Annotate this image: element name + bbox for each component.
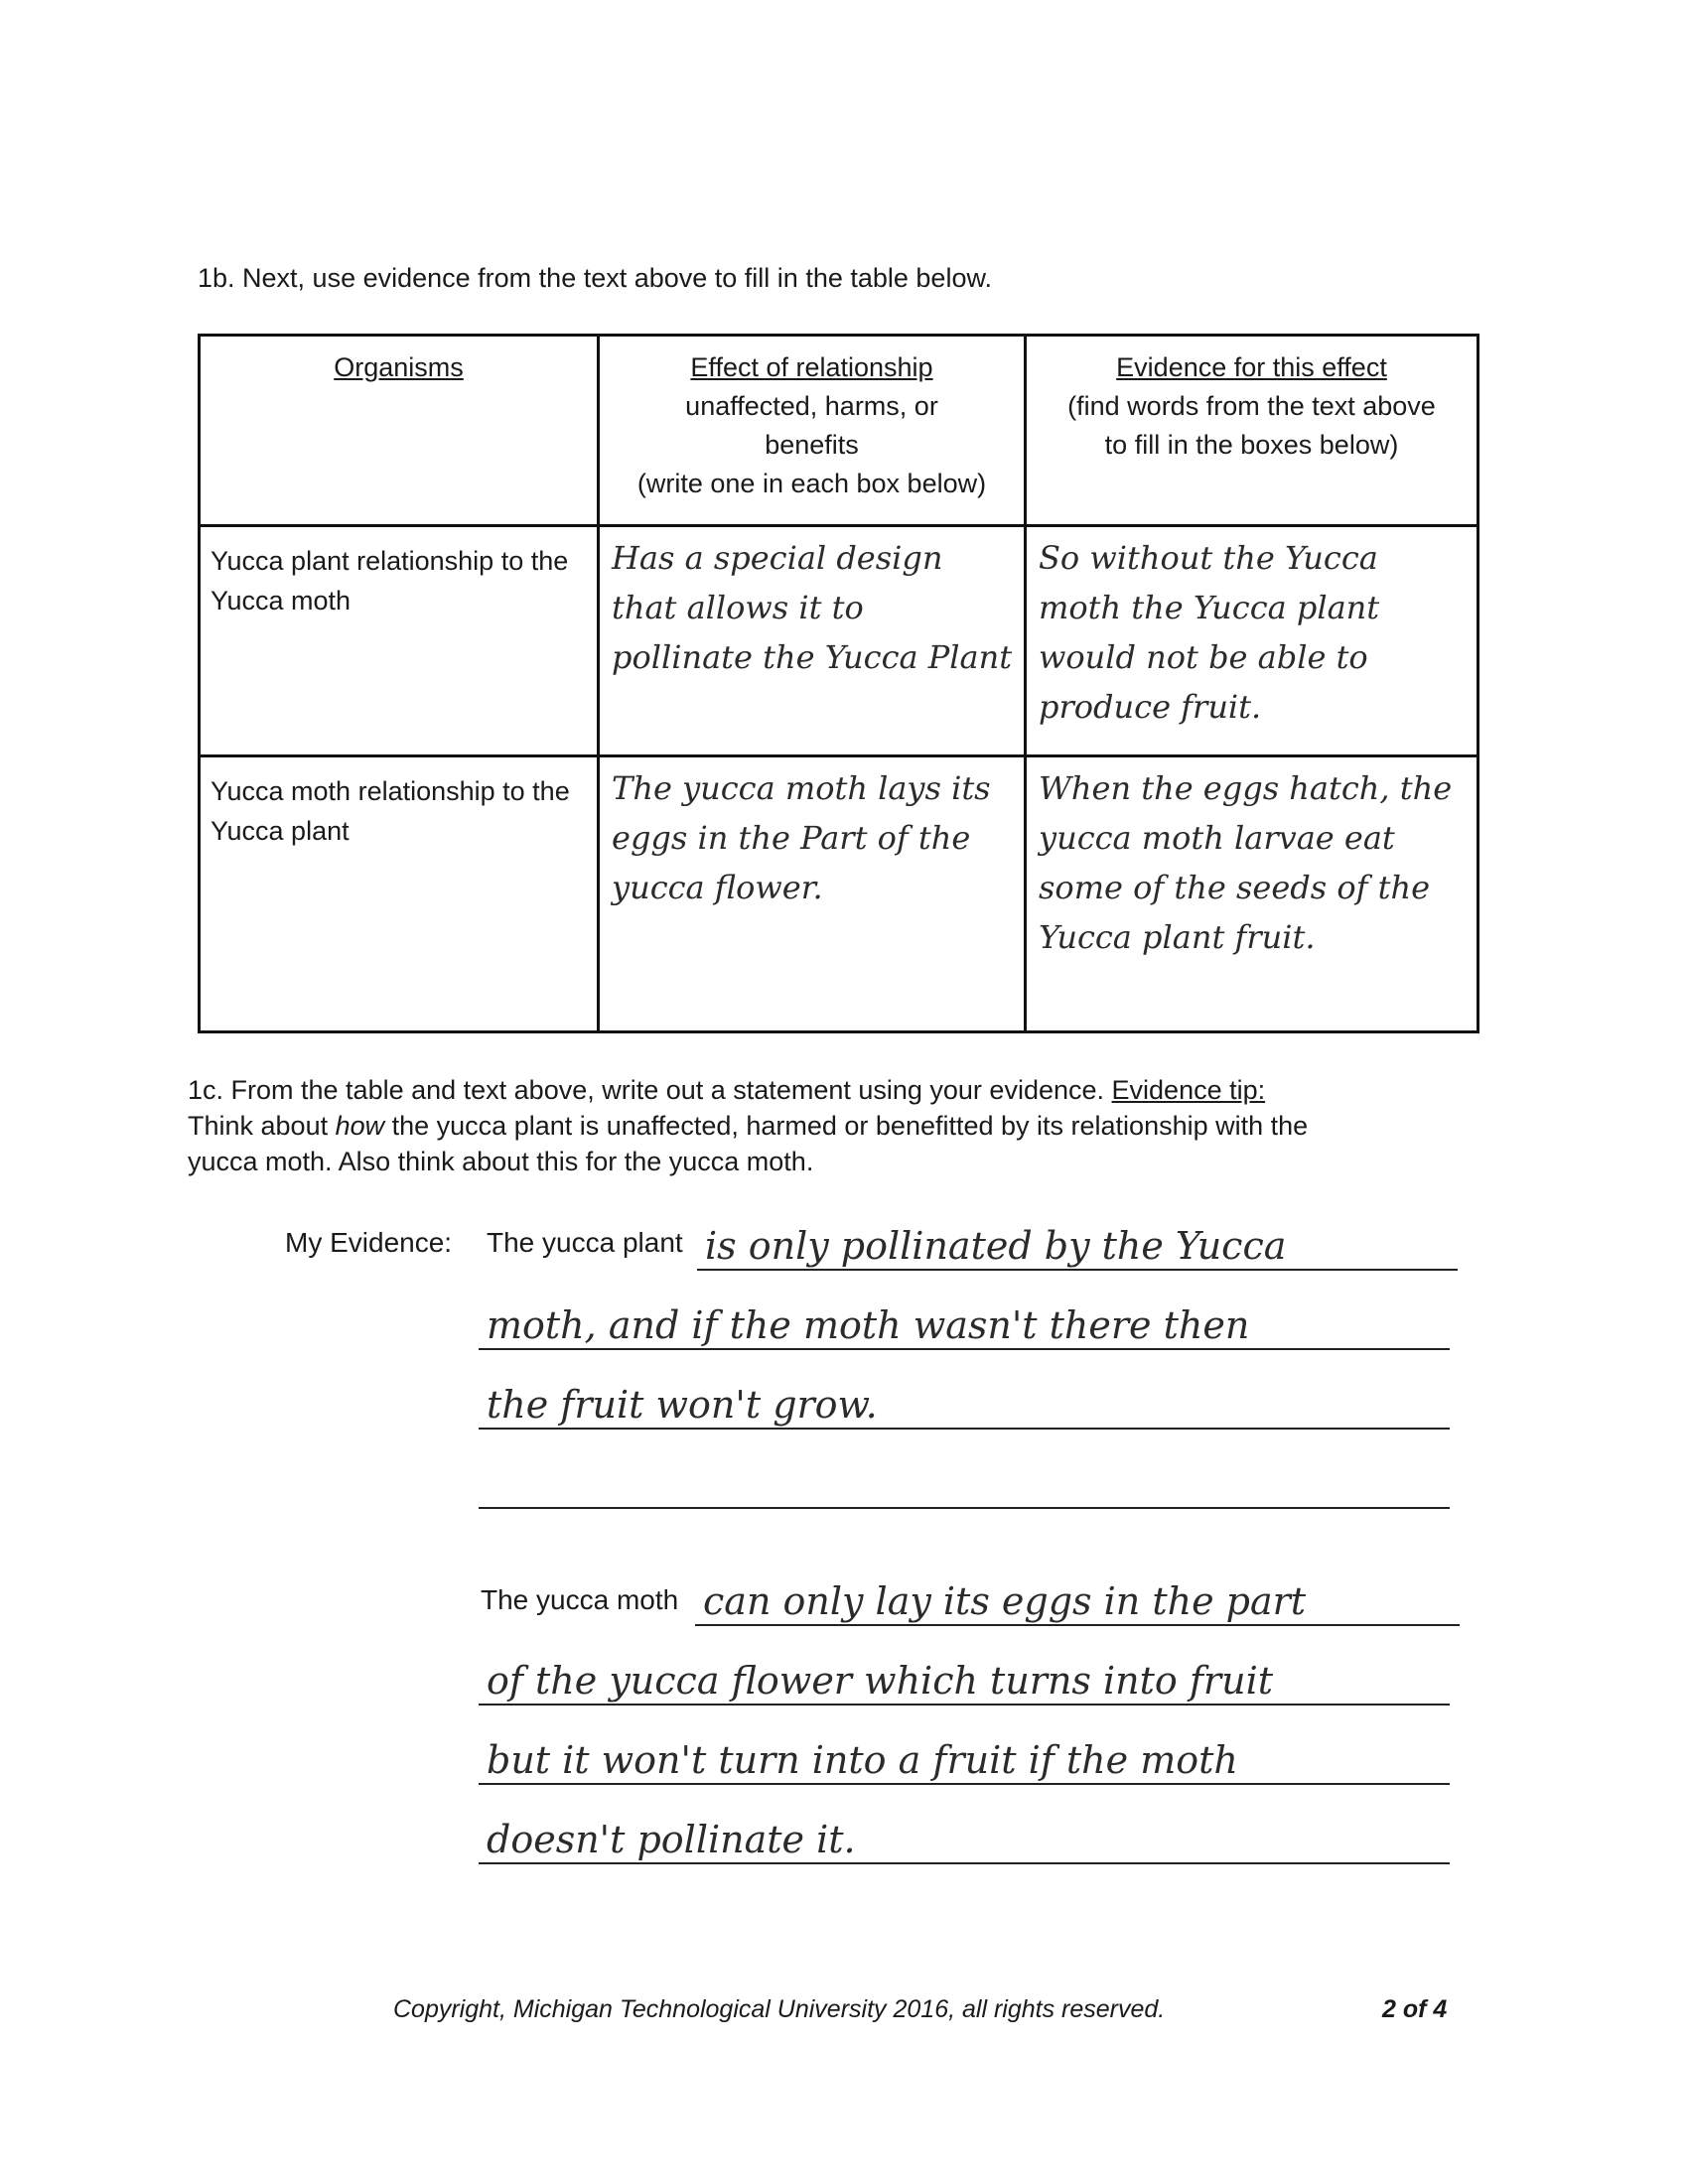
copyright-footer: Copyright, Michigan Technological University 2016, all rights reserved. <box>393 1995 1166 2023</box>
question-1c-prompt <box>188 1072 1498 1179</box>
header-evidence-line2: (find words from the text above <box>1067 391 1436 421</box>
header-evidence-line3: to fill in the boxes below) <box>1104 430 1399 460</box>
row-label-plant: Yucca plant relationship to the Yucca moth <box>200 526 599 756</box>
plant-evidence-handwriting[interactable]: So without the Yucca moth the Yucca plant would not be able to produce fruit. <box>1026 526 1478 756</box>
row-label-moth: Yucca moth relationship to the Yucca plant <box>200 756 599 1032</box>
evidence-tip-label: Evidence tip: <box>1111 1075 1266 1105</box>
question-1c-line1-text: 1c. From the table and text above, write out a statement using your evidence. <box>188 1075 1105 1105</box>
table-row <box>200 756 1478 1032</box>
plant-effect-handwriting[interactable]: Has a special design that allows it to pollinate the Yucca Plant <box>599 526 1026 756</box>
question-1c-line2-em: how <box>335 1111 385 1141</box>
plant-statement-line-2[interactable]: moth, and if the moth wasn't there then <box>479 1300 1450 1350</box>
plant-statement-line-4[interactable] <box>479 1459 1450 1509</box>
question-1c-line3: yucca moth. Also think about this for the yucca moth. <box>188 1147 814 1176</box>
my-evidence-label: My Evidence: <box>285 1227 453 1258</box>
header-effect-title: Effect of relationship <box>690 352 933 382</box>
moth-statement-label: The yucca moth <box>481 1584 679 1615</box>
moth-statement-line-4[interactable]: doesn't pollinate it. <box>479 1815 1450 1864</box>
evidence-table <box>198 334 1479 1033</box>
moth-statement-line-2[interactable]: of the yucca flower which turns into fruit <box>479 1656 1450 1706</box>
header-effect-line3: benefits <box>765 430 859 460</box>
plant-statement-line-1[interactable]: is only pollinated by the Yucca <box>697 1221 1458 1271</box>
question-1c-line2 <box>188 1108 1498 1144</box>
question-1c-line2-post: the yucca plant is unaffected, harmed or benefitted by its relationship with the <box>384 1111 1309 1141</box>
page-number: 2 of 4 <box>1382 1995 1448 2023</box>
question-1c-line2-pre: Think about <box>188 1111 336 1141</box>
plant-statement-label: The yucca plant <box>487 1227 683 1258</box>
header-effect-line4: (write one in each box below) <box>636 469 987 498</box>
moth-effect-handwriting[interactable]: The yucca moth lays its eggs in the Part of the yucca flower. <box>599 756 1026 1032</box>
table-header-row <box>200 336 1478 526</box>
plant-statement-line-3[interactable]: the fruit won't grow. <box>479 1380 1450 1430</box>
header-organisms <box>200 336 599 526</box>
moth-statement-line-1[interactable]: can only lay its eggs in the part <box>695 1576 1460 1626</box>
header-evidence-title: Evidence for this effect <box>1116 352 1387 382</box>
moth-statement-line-3[interactable]: but it won't turn into a fruit if the moth <box>479 1735 1450 1785</box>
header-effect <box>599 336 1026 526</box>
moth-evidence-handwriting[interactable]: When the eggs hatch, the yucca moth larvae eat some of the seeds of the Yucca plant fruit. <box>1026 756 1478 1032</box>
question-1c-line1 <box>188 1072 1498 1108</box>
header-organisms-label: Organisms <box>334 352 464 382</box>
header-evidence <box>1026 336 1478 526</box>
question-1b-prompt: 1b. Next, use evidence from the text above to fill in the table below. <box>198 263 992 293</box>
table-row <box>200 526 1478 756</box>
header-effect-line2: unaffected, harms, or <box>685 391 938 421</box>
